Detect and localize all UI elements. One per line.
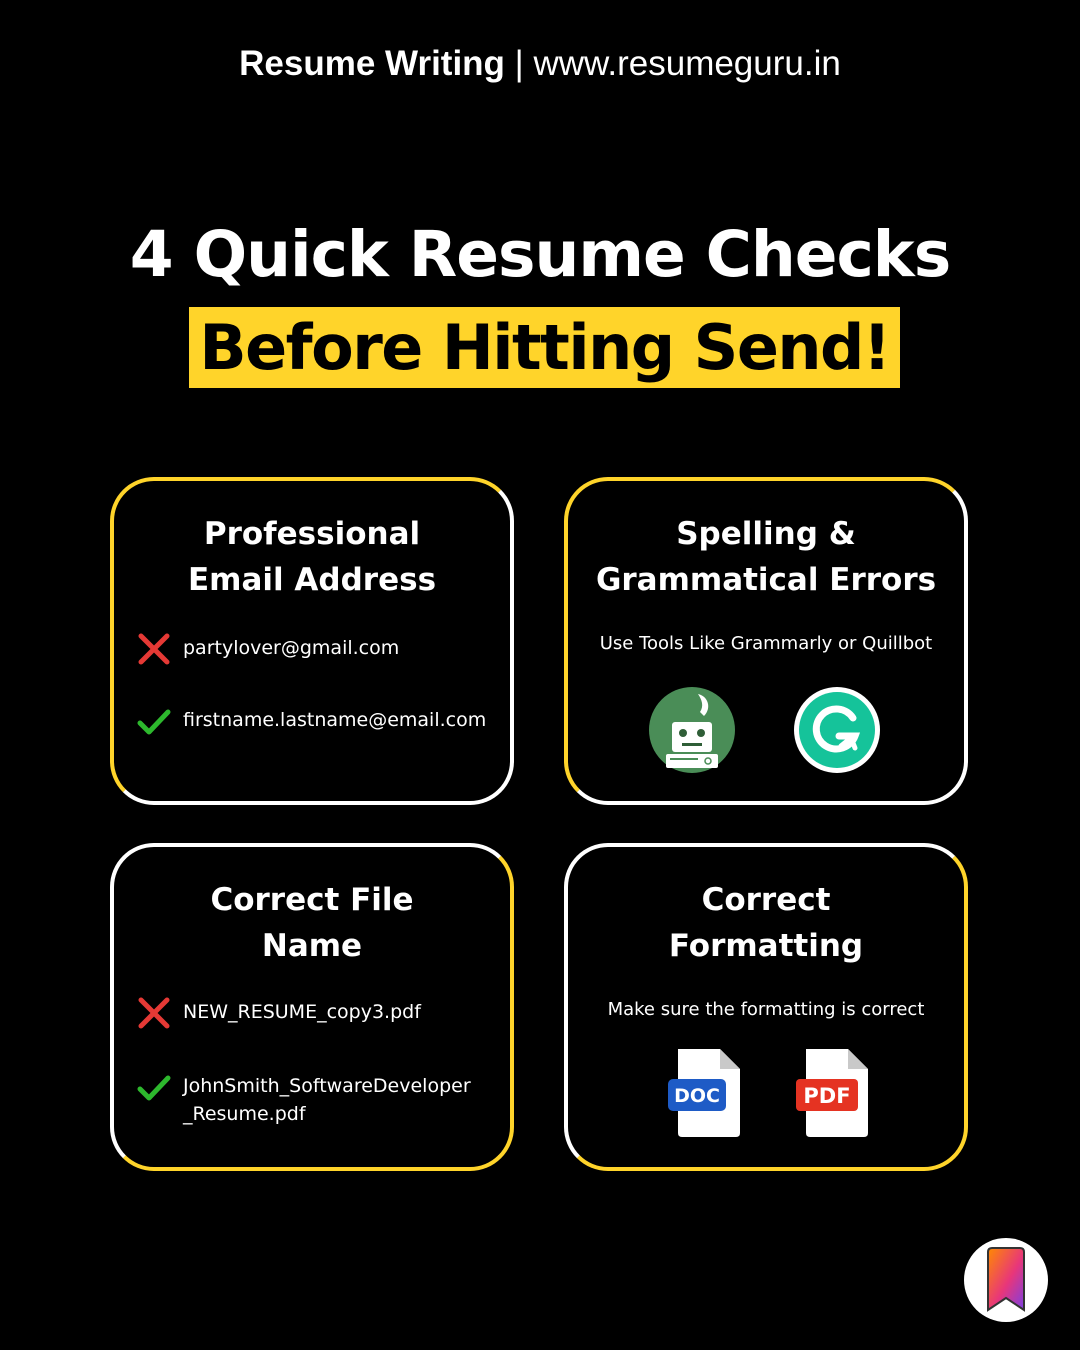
header-separator: | [504, 44, 534, 83]
wrong-example-text: partylover@gmail.com [183, 637, 400, 659]
card-title [568, 511, 964, 603]
card-spelling-grammar [564, 477, 968, 805]
right-example-row [134, 701, 486, 741]
grammarly-logo-icon [793, 686, 881, 774]
page-subtitle: Before Hitting Send! [199, 311, 890, 384]
card-description: Use Tools Like Grammarly or Quillbot [599, 633, 933, 654]
wrong-example-row [134, 629, 399, 669]
wrong-example-text: NEW_RESUME_copy3.pdf [183, 1001, 421, 1023]
page-title: 4 Quick Resume Checks [129, 218, 951, 291]
bookmark-icon [964, 1238, 1048, 1322]
right-example-row [134, 1067, 471, 1128]
card-title [114, 877, 510, 969]
pdf-file-icon [796, 1047, 872, 1139]
card-title-line: Grammatical Errors [595, 562, 937, 598]
bookmark-button[interactable] [964, 1238, 1048, 1322]
header [0, 44, 1080, 84]
pdf-label: PDF [803, 1084, 851, 1108]
card-title-line: Spelling & [676, 516, 856, 552]
check-icon [134, 1067, 174, 1107]
doc-file-icon [668, 1047, 744, 1139]
doc-label: DOC [674, 1085, 720, 1107]
right-example-text: firstname.lastname@email.com [183, 709, 487, 731]
quillbot-logo-icon [648, 686, 736, 774]
header-brand: Resume Writing [239, 44, 505, 83]
card-file-name [110, 843, 514, 1171]
card-title-line: Correct File [210, 882, 414, 918]
card-title [114, 511, 510, 603]
cross-icon [134, 993, 174, 1033]
card-description: Make sure the formatting is correct [607, 999, 925, 1020]
card-title [568, 877, 964, 969]
card-title-line: Professional [203, 516, 421, 552]
cross-icon [134, 629, 174, 669]
wrong-example-row [134, 993, 421, 1033]
right-example-line: JohnSmith_SoftwareDeveloper [183, 1075, 471, 1097]
check-icon [134, 701, 174, 741]
right-example-line: _Resume.pdf [183, 1103, 306, 1125]
card-formatting [564, 843, 968, 1171]
card-title-line: Correct [701, 882, 831, 918]
card-title-line: Name [261, 928, 363, 964]
subtitle-highlight [189, 307, 900, 388]
right-example-text [183, 1067, 471, 1128]
header-url[interactable]: www.resumeguru.in [533, 44, 841, 83]
card-email-address [110, 477, 514, 805]
card-title-line: Email Address [187, 562, 437, 598]
card-title-line: Formatting [668, 928, 864, 964]
